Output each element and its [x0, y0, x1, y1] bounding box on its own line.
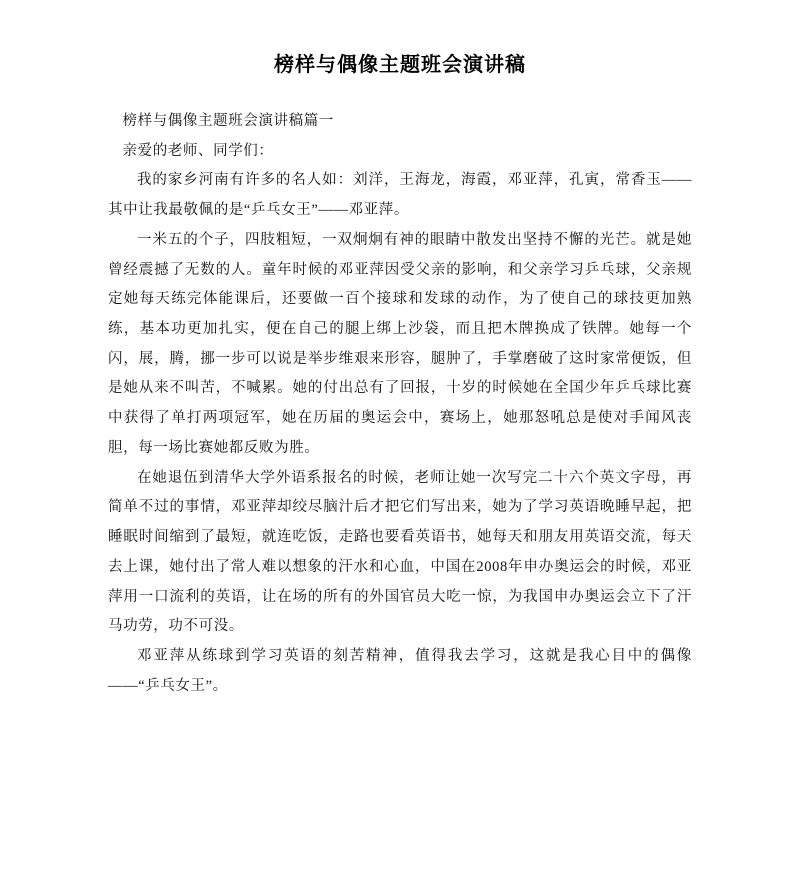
document-paragraph-2: 一米五的个子，四肢粗短，一双炯炯有神的眼睛中散发出坚持不懈的光芒。就是她曾经震撼了无数的人。童年时候的邓亚萍因受父亲的影响，和父亲学习乒乓球，父亲规定她每天练完体能课后，还要做一百个接球和发球的动作，为了使自己的球技更加熟练，基本功更加扎实，便在自己的腿上绑上沙袋，而且把木牌换成了铁牌。她每一个闪，展，腾，挪一步可以说是举步维艰来形容，腿肿了，手掌磨破了这时家常便饭，但是她从来不叫苦，不喊累。她的付出总有了回报，十岁的时候她在全国少年乒乓球比赛中获得了单打两项冠军，她在历届的奥运会中，赛场上，她那怒吼总是使对手闻风丧胆，每一场比赛她都反败为胜。	[108, 231, 692, 456]
document-paragraph-4: 邓亚萍从练球到学习英语的刻苦精神，值得我去学习，这就是我心目中的偶像――“乒乓女王”。	[108, 647, 692, 694]
document-subtitle: 榜样与偶像主题班会演讲稿篇一	[122, 113, 334, 129]
page-title: 榜样与偶像主题班会演讲稿	[274, 54, 526, 76]
document-paragraph-1: 我的家乡河南有许多的名人如：刘洋，王海龙，海霞，邓亚萍，孔寅，常香玉――其中让我最敬佩的是“乒乓女王”――邓亚萍。	[108, 172, 692, 219]
document-salutation: 亲爱的老师、同学们：	[122, 142, 274, 159]
document-paragraph-3: 在她退伍到清华大学外语系报名的时候，老师让她一次写完二十六个英文字母，再简单不过的事情，邓亚萍却绞尽脑汁后才把它们写出来，她为了学习英语晚睡早起，把睡眠时间缩到了最短，就连吃饭，走路也要看英语书，她每天和朋友用英语交流，每天去上课，她付出了常人难以想象的汗水和心血，中国在2008年申办奥运会的时候，邓亚萍用一口流利的英语，让在场的所有的外国官员大吃一惊，为我国申办奥运会立下了汗马功劳，功不可没。	[108, 469, 692, 635]
document-body	[0, 107, 800, 701]
